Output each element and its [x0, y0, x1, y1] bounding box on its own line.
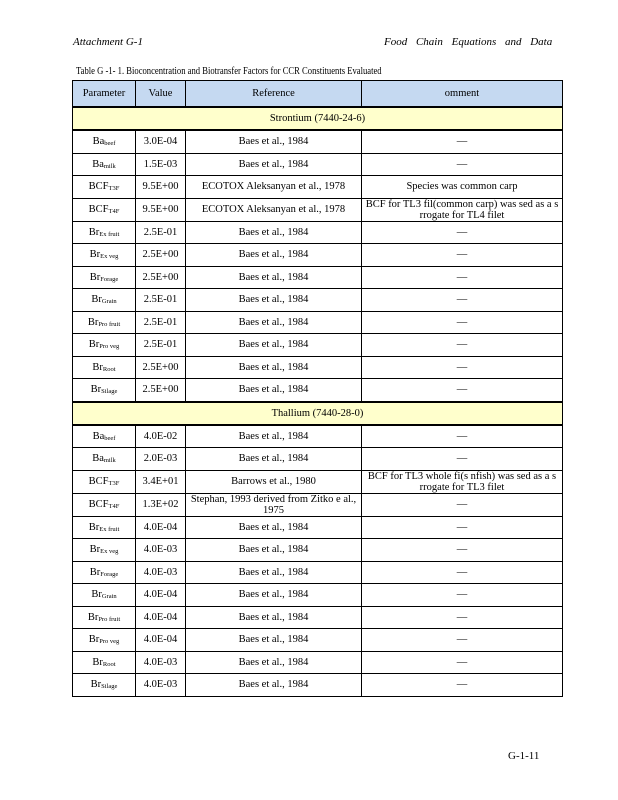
table-row [73, 493, 563, 516]
parameter-symbol: Br [88, 634, 100, 646]
table-row [73, 561, 563, 584]
cell-value: 4.0E-02 [136, 425, 186, 448]
cell-parameter [73, 606, 136, 629]
cell-reference: Barrows et al., 1980 [186, 470, 362, 493]
cell-reference: Baes et al., 1984 [186, 539, 362, 562]
cell-parameter [73, 379, 136, 402]
cell-reference: Baes et al., 1984 [186, 516, 362, 539]
cell-reference: Baes et al., 1984 [186, 356, 362, 379]
cell-reference: Baes et al., 1984 [186, 448, 362, 471]
table-body [73, 107, 563, 696]
parameter-subscript: beef [104, 434, 116, 442]
parameter-subscript: Pro fruit [98, 615, 121, 623]
cell-comment: — [362, 674, 563, 697]
cell-parameter [73, 266, 136, 289]
parameter-symbol: BCF [88, 476, 109, 487]
cell-comment: — [362, 289, 563, 312]
cell-comment: — [362, 130, 563, 153]
section-title: Thallium (7440-28-0) [73, 402, 563, 425]
parameter-subscript: milk [103, 457, 116, 465]
cell-parameter [73, 539, 136, 562]
cell-comment: — [362, 539, 563, 562]
cell-parameter [73, 289, 136, 312]
parameter-symbol: Br [92, 361, 103, 373]
cell-reference: Baes et al., 1984 [186, 584, 362, 607]
parameter-subscript: Forage [100, 570, 119, 578]
cell-reference: Baes et al., 1984 [186, 289, 362, 312]
col-header-comment: omment [362, 81, 563, 108]
cell-comment: — [362, 221, 563, 244]
cell-parameter [73, 629, 136, 652]
table-row [73, 244, 563, 267]
cell-value: 2.5E+00 [136, 356, 186, 379]
cell-parameter [73, 198, 136, 221]
table-row [73, 130, 563, 153]
parameter-symbol: Br [91, 294, 102, 306]
cell-value: 2.5E-01 [136, 289, 186, 312]
cell-comment: Species was common carp [362, 176, 563, 199]
parameter-symbol: Br [89, 249, 101, 261]
parameter-subscript: Forage [100, 275, 119, 283]
cell-comment: — [362, 311, 563, 334]
cell-parameter [73, 244, 136, 267]
cell-reference: Baes et al., 1984 [186, 266, 362, 289]
cell-comment: — [362, 516, 563, 539]
parameter-subscript: Ex veg [100, 548, 119, 556]
section-header-row [73, 107, 563, 130]
cell-reference: Baes et al., 1984 [186, 674, 362, 697]
table-row [73, 470, 563, 493]
cell-parameter [73, 334, 136, 357]
cell-parameter [73, 311, 136, 334]
cell-value: 1.3E+02 [136, 493, 186, 516]
parameter-subscript: Pro veg [99, 343, 120, 351]
parameter-subscript: Pro veg [99, 638, 120, 646]
cell-value: 4.0E-03 [136, 651, 186, 674]
cell-value: 2.5E+00 [136, 379, 186, 402]
cell-parameter [73, 561, 136, 584]
table-row [73, 379, 563, 402]
cell-parameter [73, 130, 136, 153]
parameter-symbol: Br [89, 271, 101, 283]
table-row [73, 606, 563, 629]
cell-parameter [73, 470, 136, 493]
cell-reference: Baes et al., 1984 [186, 244, 362, 267]
parameter-subscript: Silage [101, 388, 118, 396]
cell-comment: — [362, 266, 563, 289]
cell-value: 4.0E-04 [136, 584, 186, 607]
cell-comment: — [362, 561, 563, 584]
parameter-subscript: Pro fruit [98, 320, 121, 328]
cell-parameter [73, 584, 136, 607]
parameter-subscript: T3F [108, 480, 120, 487]
table-row [73, 674, 563, 697]
table-row [73, 516, 563, 539]
parameter-subscript: Root [102, 660, 116, 668]
parameter-symbol: BCF [88, 499, 109, 510]
table-row [73, 153, 563, 176]
col-header-reference: Reference [186, 81, 362, 108]
cell-value: 3.4E+01 [136, 470, 186, 493]
cell-comment: — [362, 244, 563, 267]
table-row [73, 425, 563, 448]
table-row [73, 176, 563, 199]
cell-value: 4.0E-04 [136, 516, 186, 539]
cell-reference: Baes et al., 1984 [186, 311, 362, 334]
cell-value: 4.0E-04 [136, 629, 186, 652]
cell-parameter [73, 221, 136, 244]
cell-reference: ECOTOX Aleksanyan et al., 1978 [186, 198, 362, 221]
cell-value: 2.5E-01 [136, 221, 186, 244]
page-number: G-1-11 [508, 750, 540, 762]
cell-reference: Baes et al., 1984 [186, 334, 362, 357]
cell-reference: Baes et al., 1984 [186, 606, 362, 629]
table-row [73, 289, 563, 312]
bcf-table [72, 80, 563, 697]
parameter-subscript: T3F [108, 185, 120, 193]
parameter-symbol: Ba [92, 430, 105, 442]
cell-comment: — [362, 651, 563, 674]
cell-reference: Baes et al., 1984 [186, 379, 362, 402]
cell-value: 4.0E-03 [136, 674, 186, 697]
parameter-subscript: milk [103, 162, 116, 170]
parameter-symbol: Br [88, 521, 100, 533]
parameter-subscript: Ex veg [100, 253, 119, 261]
cell-parameter [73, 674, 136, 697]
parameter-symbol: BCF [88, 181, 109, 193]
table-row [73, 334, 563, 357]
parameter-subscript: T4F [108, 503, 120, 510]
cell-comment: — [362, 425, 563, 448]
cell-comment: — [362, 493, 563, 516]
table-row [73, 448, 563, 471]
col-header-parameter: Parameter [73, 81, 136, 108]
cell-value: 9.5E+00 [136, 198, 186, 221]
cell-comment: — [362, 356, 563, 379]
parameter-symbol: Br [87, 611, 99, 623]
cell-parameter [73, 516, 136, 539]
table-row [73, 311, 563, 334]
cell-value: 4.0E-03 [136, 561, 186, 584]
table-row [73, 584, 563, 607]
parameter-symbol: Ba [92, 136, 105, 148]
parameter-symbol: Br [90, 384, 102, 396]
section-title: Strontium (7440-24-6) [73, 107, 563, 130]
cell-comment: — [362, 606, 563, 629]
cell-comment: — [362, 153, 563, 176]
cell-reference: Baes et al., 1984 [186, 561, 362, 584]
cell-reference: ECOTOX Aleksanyan et al., 1978 [186, 176, 362, 199]
cell-comment: — [362, 334, 563, 357]
parameter-subscript: Ex fruit [99, 525, 120, 533]
parameter-subscript: Root [102, 365, 116, 373]
section-header-row [73, 402, 563, 425]
cell-reference: Baes et al., 1984 [186, 153, 362, 176]
cell-value: 2.5E-01 [136, 334, 186, 357]
cell-value: 2.5E-01 [136, 311, 186, 334]
cell-comment: BCF for TL3 fil(common carp) was sed as a s rrogate for TL4 filet [362, 198, 563, 221]
table-row [73, 629, 563, 652]
cell-value: 9.5E+00 [136, 176, 186, 199]
parameter-symbol: Br [92, 656, 103, 668]
parameter-subscript: Silage [101, 683, 118, 691]
cell-parameter [73, 651, 136, 674]
cell-value: 2.5E+00 [136, 244, 186, 267]
cell-comment: — [362, 448, 563, 471]
header-title: Food Chain Equations and Data [384, 36, 553, 48]
cell-parameter [73, 425, 136, 448]
parameter-symbol: Br [89, 544, 101, 556]
table-row [73, 651, 563, 674]
cell-value: 1.5E-03 [136, 153, 186, 176]
cell-reference: Baes et al., 1984 [186, 425, 362, 448]
cell-parameter [73, 176, 136, 199]
cell-reference: Baes et al., 1984 [186, 651, 362, 674]
header-attachment: Attachment G-1 [73, 36, 143, 48]
cell-comment: BCF for TL3 whole fi(s nfish) was sed as a s rrogate for TL3 filet [362, 470, 563, 493]
parameter-symbol: Br [91, 589, 102, 601]
parameter-symbol: Ba [92, 158, 104, 170]
table-row [73, 356, 563, 379]
table-row [73, 198, 563, 221]
cell-value: 4.0E-03 [136, 539, 186, 562]
parameter-symbol: Br [88, 226, 100, 238]
table-row [73, 539, 563, 562]
cell-value: 2.5E+00 [136, 266, 186, 289]
parameter-symbol: Br [87, 316, 99, 328]
cell-comment: — [362, 584, 563, 607]
cell-parameter [73, 493, 136, 516]
cell-value: 3.0E-04 [136, 130, 186, 153]
parameter-symbol: Br [89, 566, 101, 578]
cell-parameter [73, 448, 136, 471]
parameter-symbol: Br [88, 339, 100, 351]
cell-reference: Baes et al., 1984 [186, 221, 362, 244]
parameter-subscript: Ex fruit [99, 230, 120, 238]
cell-reference: Baes et al., 1984 [186, 130, 362, 153]
cell-value: 2.0E-03 [136, 448, 186, 471]
cell-reference: Stephan, 1993 derived from Zitko e al., 1975 [186, 493, 362, 516]
parameter-subscript: beef [104, 140, 116, 148]
col-header-value: Value [136, 81, 186, 108]
parameter-symbol: Ba [92, 453, 104, 465]
parameter-subscript: Grain [101, 298, 117, 306]
table-row [73, 221, 563, 244]
cell-comment: — [362, 629, 563, 652]
parameter-subscript: Grain [101, 593, 117, 601]
cell-parameter [73, 153, 136, 176]
parameter-subscript: T4F [108, 208, 120, 215]
parameter-symbol: BCF [88, 204, 109, 215]
cell-parameter [73, 356, 136, 379]
table-caption: Table G -1- 1. Bioconcentration and Biotransfer Factors for CCR Constituents Evaluated [76, 66, 382, 77]
cell-reference: Baes et al., 1984 [186, 629, 362, 652]
table-header-row [73, 81, 563, 108]
parameter-symbol: Br [90, 679, 102, 691]
cell-comment: — [362, 379, 563, 402]
cell-value: 4.0E-04 [136, 606, 186, 629]
table-row [73, 266, 563, 289]
